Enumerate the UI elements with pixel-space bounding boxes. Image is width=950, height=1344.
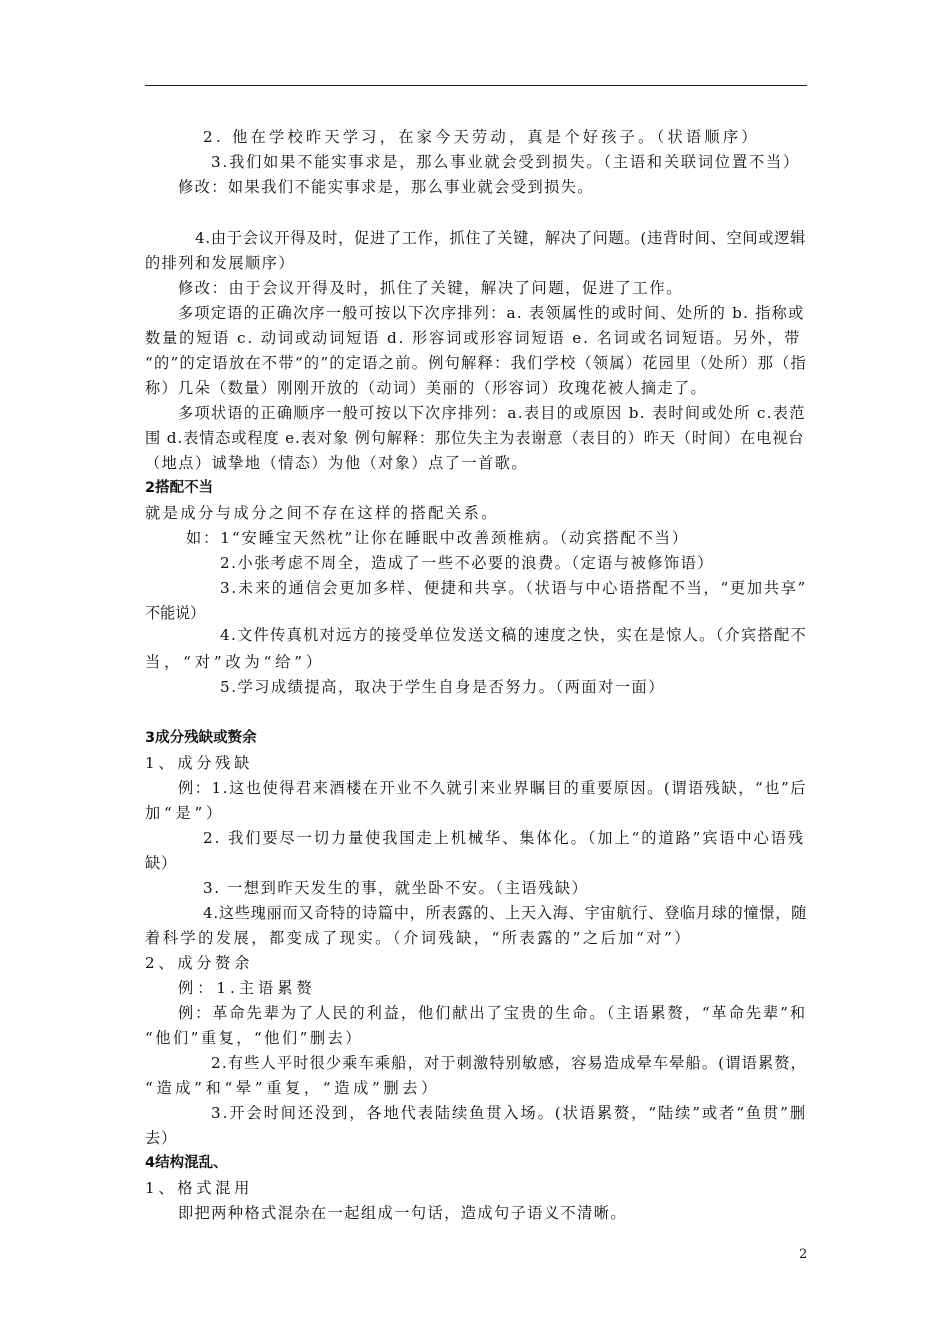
text-line: 4.文件传真机对远方的接受单位发送文稿的速度之快，实在是惊人。（介宾搭配不: [220, 626, 807, 644]
text-line: 2. 他在学校昨天学习，在家今天劳动，真是个好孩子。（状语顺序）: [203, 128, 760, 146]
text-line: 加“是”）: [145, 804, 225, 822]
text-line: 1、格式混用: [145, 1179, 253, 1197]
text-line: 3. 一想到昨天发生的事，就坐卧不安。（主语残缺）: [203, 879, 589, 897]
text-line: 如：1“安睡宝天然枕”让你在睡眠中改善颈椎病。（动宾搭配不当）: [186, 529, 689, 547]
section-heading: 3成分残缺或赘余: [145, 730, 257, 746]
text-line: 例：革命先辈为了人民的利益，他们献出了宝贵的生命。（主语累赘，“革命先辈”和: [178, 1004, 807, 1022]
text-line: 去）: [145, 1129, 177, 1147]
text-line: 3.我们如果不能实事求是，那么事业就会受到损失。（主语和关联词位置不当）: [211, 153, 800, 171]
text-line: 例：1.这也使得君来酒楼在开业不久就引来业界瞩目的重要原因。(谓语残缺，“也”后: [178, 779, 807, 797]
text-line: 当，“对”改为“给”）: [145, 653, 325, 671]
section-heading: 2搭配不当: [145, 480, 214, 496]
text-line: 修改：如果我们不能实事求是，那么事业就会受到损失。: [178, 178, 594, 196]
section-heading: 4结构混乱、: [145, 1155, 228, 1171]
text-line: 4.由于会议开得及时，促进了工作，抓住了关键，解决了问题。(违背时间、空间或逻辑: [195, 229, 806, 247]
text-line: 着科学的发展，都变成了现实。（介词残缺，“所表露的”之后加“对”）: [145, 929, 692, 947]
header-rule: [145, 85, 807, 86]
text-line: 3.开会时间还没到，各地代表陆续鱼贯入场。(状语累赘，“陆续”或者“鱼贯”删: [211, 1104, 807, 1122]
text-line: 围 d.表情态或程度 e.表对象 例句解释：那位失主为表谢意（表目的）昨天（时间）在电视台: [145, 429, 805, 447]
text-line: “的”的定语放在不带“的”的定语之前。例句解释：我们学校（领属）花园里（处所）那（指: [145, 354, 807, 372]
text-line: 即把两种格式混杂在一起组成一句话，造成句子语义不清晰。: [178, 1204, 627, 1222]
text-line: 2. 我们要尽一切力量使我国走上机械华、集体化。（加上“的道路”宾语中心语残: [203, 829, 806, 847]
text-line: 5.学习成绩提高，取决于学生自身是否努力。（两面对一面）: [220, 678, 665, 696]
text-line: 的排列和发展顺序）: [145, 254, 295, 272]
text-line: 修改：由于会议开得及时，抓住了关键，解决了问题，促进了工作。: [178, 279, 683, 297]
text-line: 2、成分赘余: [145, 954, 253, 972]
text-line: 称）几朵（数量）刚刚开放的（动词）美丽的（形容词）玫瑰花被人摘走了。: [145, 379, 707, 397]
text-line: 1、成分残缺: [145, 754, 253, 772]
text-line: “他们”重复，“他们”删去）: [145, 1029, 363, 1047]
text-line: 4.这些瑰丽而又奇特的诗篇中，所表露的、上天入海、宇宙航行、登临月球的憧憬，随: [203, 904, 807, 922]
text-line: 2.有些人平时很少乘车乘船，对于刺激特别敏感，容易造成晕车晕船。(谓语累赘，: [211, 1054, 807, 1072]
page-number: 2: [799, 1247, 808, 1262]
text-line: 例：1.主语累赘: [178, 979, 316, 997]
text-line: 就是成分与成分之间不存在这样的搭配关系。: [145, 504, 499, 522]
text-line: 2.小张考虑不周全，造成了一些不必要的浪费。（定语与被修饰语）: [220, 554, 714, 572]
text-line: （地点）诚挚地（情态）为他（对象）点了一首歌。: [145, 454, 528, 472]
text-line: 不能说）: [145, 604, 205, 622]
text-line: 3.未来的通信会更加多样、便捷和共享。（状语与中心语搭配不当，“更加共享”: [220, 579, 807, 597]
text-line: 多项定语的正确次序一般可按以下次序排列：a. 表领属性的或时间、处所的 b. 指称或: [178, 304, 805, 322]
text-line: 多项状语的正确顺序一般可按以下次序排列：a.表目的或原因 b. 表时间或处所 c.表范: [178, 404, 806, 422]
text-line: “造成”和“晕”重复，“造成”删去）: [145, 1079, 440, 1097]
text-line: 缺）: [145, 854, 177, 872]
text-line: 数量的短语 c. 动词或动词短语 d. 形容词或形容词短语 e. 名词或名词短语。另外，带: [145, 329, 802, 347]
